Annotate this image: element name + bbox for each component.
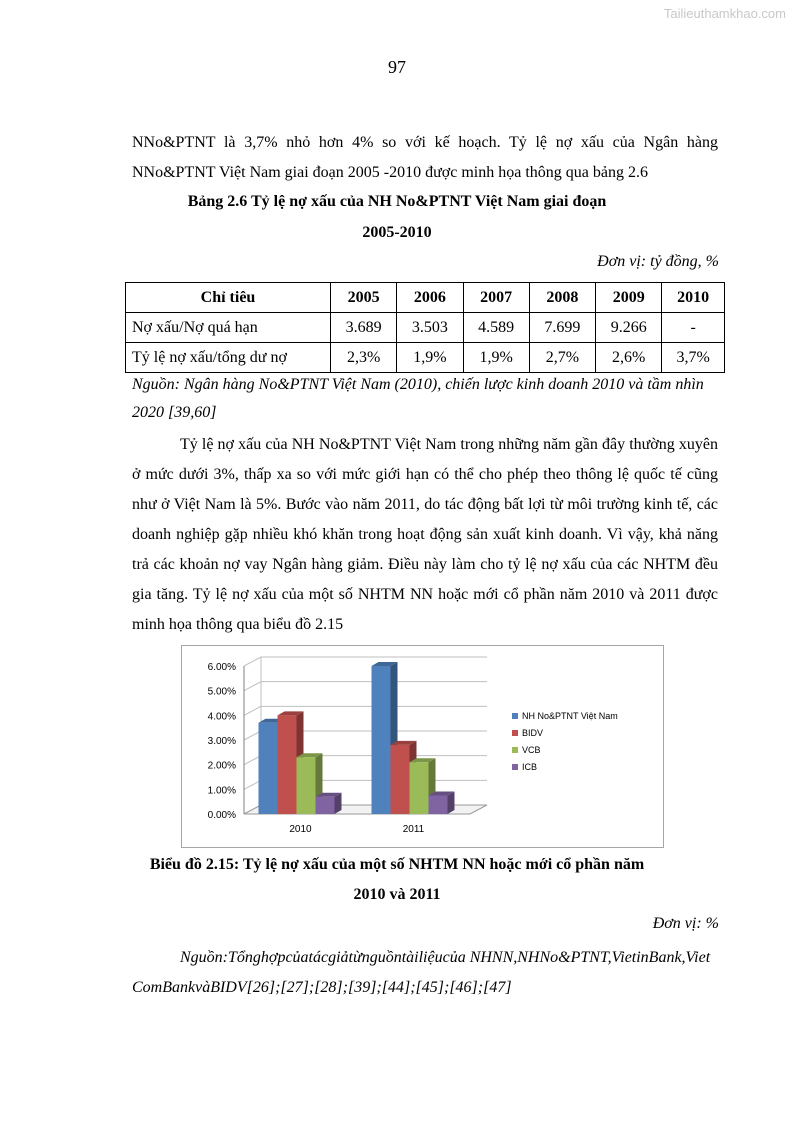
table-cell: 2,6%	[596, 343, 662, 373]
y-tick-label: 2.00%	[207, 760, 236, 772]
header-cell: 2006	[397, 283, 463, 313]
table-cell: 4.589	[463, 313, 529, 343]
table-source: Nguồn: Ngân hàng No&PTNT Việt Nam (2010), chiến lược kinh doanh 2010 và tầm nhìn 2020 [39,60]	[132, 376, 704, 421]
table-cell: -	[662, 313, 725, 343]
y-tick-label: 1.00%	[207, 785, 236, 797]
table-cell: 2,7%	[529, 343, 595, 373]
bar	[429, 796, 448, 815]
chart-container	[181, 645, 664, 848]
gridline-depth	[244, 756, 261, 765]
bar	[297, 757, 316, 814]
table-title-line1: Bảng 2.6 Tỷ lệ nợ xấu của NH No&PTNT Việt Nam giai đoạn	[187, 193, 607, 210]
table-cell: 3.689	[331, 313, 397, 343]
table-cell: 9.266	[596, 313, 662, 343]
y-tick-label: 4.00%	[207, 711, 236, 723]
chart-title-line2: 2010 và 2011	[353, 886, 441, 903]
bar	[316, 797, 335, 814]
header-cell: 2010	[662, 283, 725, 313]
y-tick-label: 3.00%	[207, 736, 236, 747]
header-cell: 2005	[331, 283, 397, 313]
table-cell: 1,9%	[397, 343, 463, 373]
legend-label: BIDV	[522, 728, 544, 738]
table-cell: 3.503	[397, 313, 463, 343]
header-cell: 2009	[596, 283, 662, 313]
header-cell: 2007	[463, 283, 529, 313]
table-cell: 2,3%	[331, 343, 397, 373]
table-title-line2: 2005-2010	[362, 224, 432, 241]
legend-label: NH No&PTNT Việt Nam	[522, 711, 618, 721]
table-cell: 1,9%	[463, 343, 529, 373]
x-tick-label: 2011	[402, 824, 425, 835]
table-cell: 3,7%	[662, 343, 725, 373]
gridline-depth	[244, 682, 261, 691]
chart-title-line1: Biểu đồ 2.15: Tỷ lệ nợ xấu của một số NHTM NN hoặc mới cổ phần năm	[149, 856, 645, 873]
legend-label: ICB	[522, 762, 538, 772]
bar	[391, 745, 410, 814]
header-cell: Chỉ tiêu	[126, 283, 331, 313]
table-cell: Tỷ lệ nợ xấu/tổng dư nợ	[126, 343, 331, 373]
npl-table	[125, 282, 725, 373]
page-number: 97	[388, 57, 406, 77]
body-paragraph: Tỷ lệ nợ xấu của NH No&PTNT Việt Nam trong những năm gần đây thường xuyên ở mức dưới 3%, thấp xa so với mức giới hạn có thể cho phép theo thông lệ quốc tế cũng như ở Việt Nam là 5%. Bước vào năm 2011, do tác động bất lợi từ môi trường kinh tế, các doanh nghiệp gặp nhiều khó khăn trong hoạt động sản xuất kinh doanh. Vì vậy, khả năng trả các khoản nợ vay Ngân hàng giảm. Điều này làm cho tỷ lệ nợ xấu của các NHTM đều gia tăng. Tỷ lệ nợ xấu của một số NHTM NN hoặc mới cổ phần năm 2010 và 2011 được minh họa thông qua biểu đồ 2.15	[132, 436, 718, 633]
legend-swatch	[512, 764, 518, 770]
table-row	[126, 313, 725, 343]
table-header-row	[126, 283, 725, 313]
legend-label: VCB	[522, 745, 541, 755]
bar	[410, 762, 429, 814]
y-tick-label: 5.00%	[207, 686, 236, 698]
intro-paragraph: NNo&PTNT là 3,7% nhỏ hơn 4% so với kế hoạch. Tỷ lệ nợ xấu của Ngân hàng NNo&PTNT Việt Nam giai đoạn 2005 -2010 được minh họa thông qua bảng 2.6	[132, 134, 718, 181]
npl-bar-chart	[182, 646, 663, 847]
gridline-depth	[244, 731, 261, 740]
header-cell: 2008	[529, 283, 595, 313]
watermark: Tailieuthamkhao.com	[663, 6, 786, 21]
bar	[372, 666, 391, 814]
chart-unit: Đơn vị: %	[652, 915, 719, 932]
legend-swatch	[512, 713, 518, 719]
chart-source: Nguồn:Tổnghợpcủatácgiảtừnguồntàiliệucủa NHNN,NHNo&PTNT,VietinBank,VietComBankvàBIDV[26];[27];[28];[39];[44];[45];[46];[47]	[132, 949, 711, 996]
table-cell: Nợ xấu/Nợ quá hạn	[126, 313, 331, 343]
gridline-depth	[244, 780, 261, 789]
x-tick-label: 2010	[289, 824, 312, 835]
bar	[259, 723, 278, 814]
gridline-depth	[244, 706, 261, 715]
legend-swatch	[512, 747, 518, 753]
legend-swatch	[512, 730, 518, 736]
table-unit: Đơn vị: tỷ đồng, %	[597, 253, 719, 270]
gridline-depth	[244, 657, 261, 666]
table-cell: 7.699	[529, 313, 595, 343]
y-tick-label: 6.00%	[207, 662, 236, 673]
table-row	[126, 343, 725, 373]
y-tick-label: 0.00%	[207, 810, 236, 821]
bar	[278, 715, 297, 814]
